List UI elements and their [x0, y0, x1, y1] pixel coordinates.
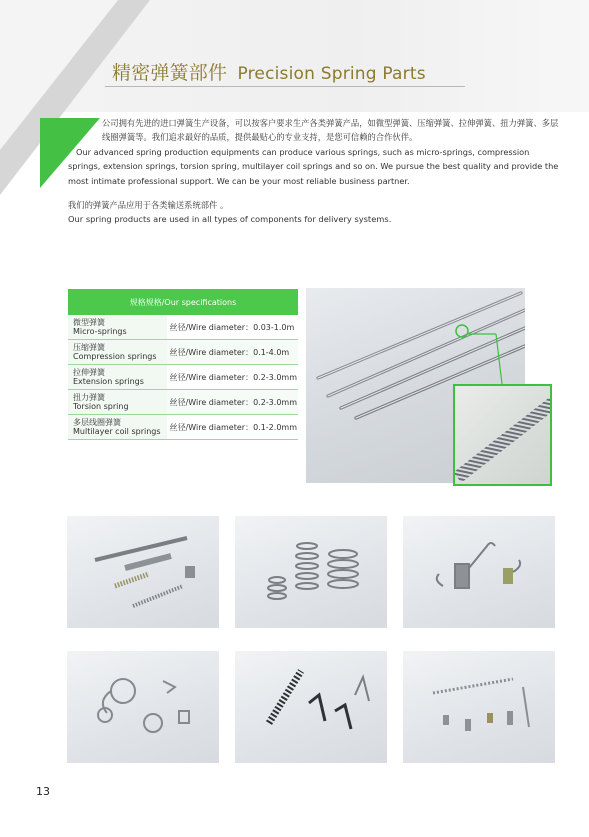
spring-closeup-image [455, 386, 550, 484]
specifications-header: 规格规格/Our specifications [68, 289, 298, 315]
intro-en-paragraph: Our advanced spring production equipments can produce various springs, such as micro-springs, compression springs, extension springs, torsion spring, multilayer coil springs and so on. We pursue the best quality and provide the most intimate professional support. We can be your most reliable business partner. [68, 146, 559, 186]
black-torsion-springs-image [235, 651, 387, 763]
spec-row [68, 315, 298, 340]
micro-springs-image [403, 651, 555, 763]
spec-name-en: Extension springs [73, 377, 144, 386]
usage-en: Our spring products are used in all types of components for delivery systems. [68, 214, 392, 225]
spec-name-en: Compression springs [73, 352, 157, 361]
spec-name-zh: 微型弹簧 [73, 318, 105, 327]
spec-value: 丝径/Wire diameter：0.1-2.0mm [167, 415, 298, 440]
spec-row [68, 340, 298, 365]
spec-value: 丝径/Wire diameter：0.2-3.0mm [167, 365, 298, 390]
spec-name-zh: 拉伸弹簧 [73, 368, 105, 377]
compression-springs-image [235, 516, 387, 628]
extension-hook-springs-image [403, 516, 555, 628]
usage-zh: 我们的弹簧产品应用于各类输送系统部件 。 [68, 200, 229, 211]
page-title-en: Precision Spring Parts [237, 64, 426, 84]
title-underline [105, 86, 465, 87]
spec-name-en: Torsion spring [73, 402, 129, 411]
spec-name-en: Multilayer coil springs [73, 427, 161, 436]
intro-zh-line2: 线圈弹簧等。我们追求最好的品质，提供最贴心的专业支持，是您可信赖的合作伙伴。 [102, 132, 418, 143]
extension-springs-image [67, 516, 219, 628]
spec-name-zh: 扭力弹簧 [73, 393, 105, 402]
torsion-springs-photo [67, 651, 219, 763]
page-number: 13 [36, 785, 50, 798]
compression-springs-photo [235, 516, 387, 628]
specifications-table [68, 289, 298, 440]
intro-text [68, 116, 560, 227]
spec-value: 丝径/Wire diameter：0.03-1.0m [167, 315, 298, 340]
page-title [112, 58, 426, 85]
spec-name-zh: 多层线圈弹簧 [73, 418, 121, 427]
page-title-zh: 精密弹簧部件 [112, 62, 228, 84]
spec-value: 丝径/Wire diameter：0.2-3.0mm [167, 390, 298, 415]
spec-name-en: Micro-springs [73, 327, 127, 336]
extension-hook-springs-photo [403, 516, 555, 628]
black-torsion-springs-photo [235, 651, 387, 763]
torsion-springs-image [67, 651, 219, 763]
spec-row [68, 415, 298, 440]
spec-name-zh: 压缩弹簧 [73, 343, 105, 352]
spec-value: 丝径/Wire diameter：0.1-4.0m [167, 340, 298, 365]
intro-zh-line1: 公司拥有先进的进口弹簧生产设备，可以按客户要求生产各类弹簧产品，如微型弹簧、压缩弹簧、拉伸弹簧、扭力弹簧、多层 [102, 118, 559, 128]
micro-springs-photo [403, 651, 555, 763]
spec-row [68, 390, 298, 415]
spring-closeup-inset [453, 384, 552, 486]
extension-springs-photo [67, 516, 219, 628]
spec-row [68, 365, 298, 390]
